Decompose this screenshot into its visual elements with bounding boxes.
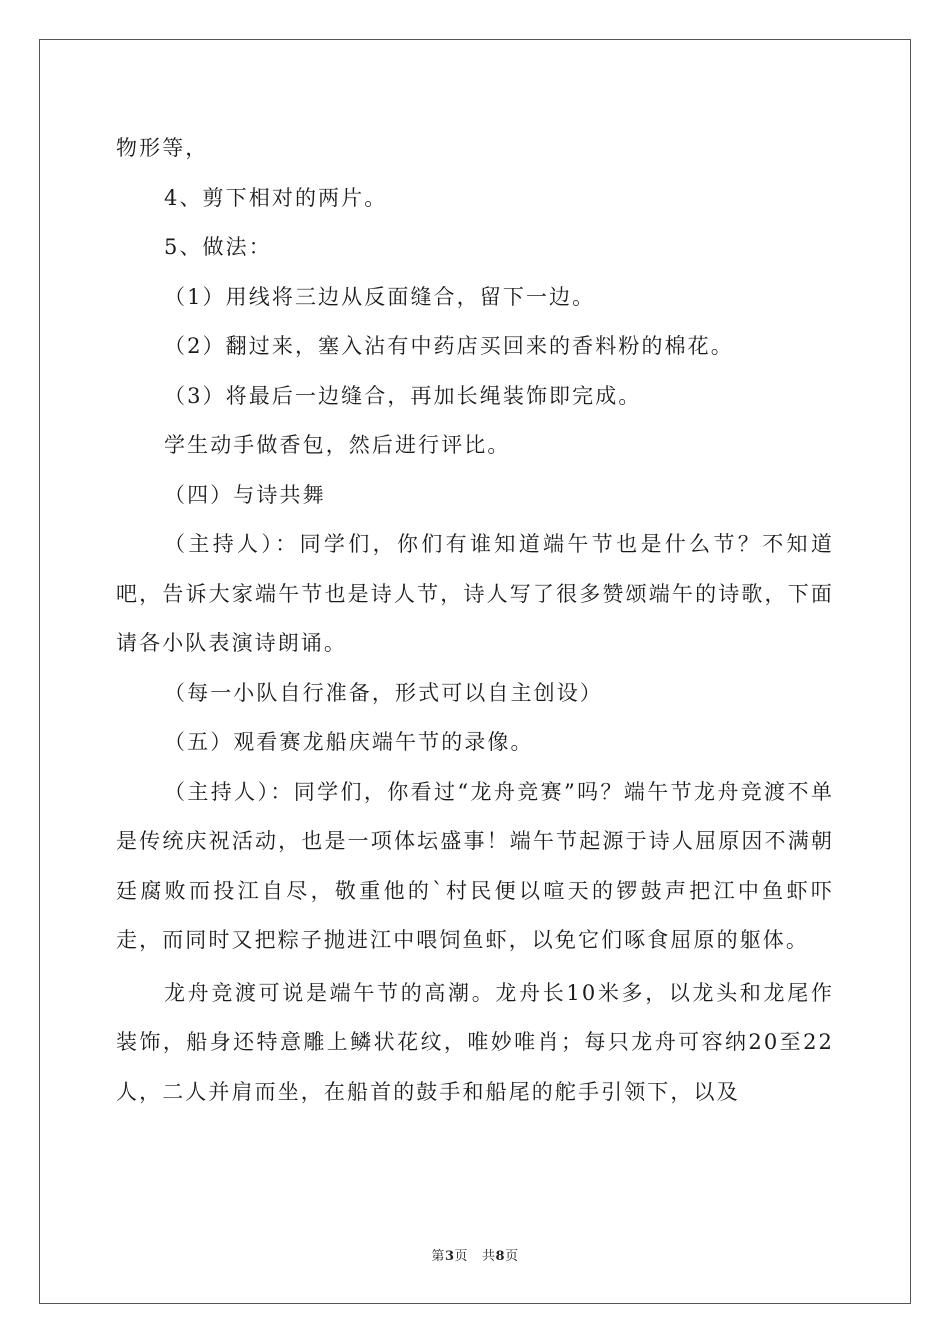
paragraph: （3）将最后一边缝合，再加长绳装饰即完成。	[164, 383, 642, 408]
paragraph: 龙舟竞渡可说是端午节的高潮。龙舟长10米多，以龙头和龙尾作装饰，船身还特意雕上鳞状花纹，唯妙唯肖；每只龙舟可容纳20至22人，二人并肩而坐，在船首的鼓手和船尾的舵手引领下，以及	[116, 980, 834, 1104]
total-pages-prefix: 共	[482, 1249, 496, 1264]
paragraph: （主持人）：同学们，你看过“龙舟竞赛”吗？端午节龙舟竞渡不单是传统庆祝活动，也是一项体坛盛事！端午节起源于诗人屈原因不满朝廷腐败而投江自尽，敬重他的`村民便以喧天的锣鼓声把江中鱼虾吓走，而同时又把粽子抛进江中喂饲鱼虾，以免它们啄食屈原的躯体。	[116, 779, 834, 952]
page-number-suffix: 页	[454, 1249, 468, 1264]
total-pages-suffix: 页	[505, 1249, 519, 1264]
paragraph: 物形等，	[116, 136, 209, 160]
section-heading: （四）与诗共舞	[164, 482, 326, 507]
paragraph: （1）用线将三边从反面缝合，留下一边。	[164, 284, 596, 309]
page-number-prefix: 第	[431, 1249, 445, 1264]
document-body	[116, 124, 834, 1117]
paragraph: （主持人）：同学们，你们有谁知道端午节也是什么节？不知道吧，告诉大家端午节也是诗人节，诗人写了很多赞颂端午的诗歌，下面请各小队表演诗朗诵。	[116, 532, 834, 655]
paragraph: （2）翻过来，塞入沾有中药店买回来的香料粉的棉花。	[164, 334, 734, 358]
paragraph: 学生动手做香包，然后进行评比。	[164, 433, 511, 457]
section-heading: （五）观看赛龙船庆端午节的录像。	[164, 730, 534, 754]
paragraph: 4、剪下相对的两片。	[164, 185, 388, 210]
total-pages-number: 8	[495, 1249, 506, 1264]
paragraph: （每一小队自行准备，形式可以自主创设）	[164, 680, 603, 705]
page-footer	[0, 1248, 950, 1266]
paragraph: 5、做法：	[164, 235, 272, 259]
current-page-number: 3	[444, 1249, 455, 1264]
